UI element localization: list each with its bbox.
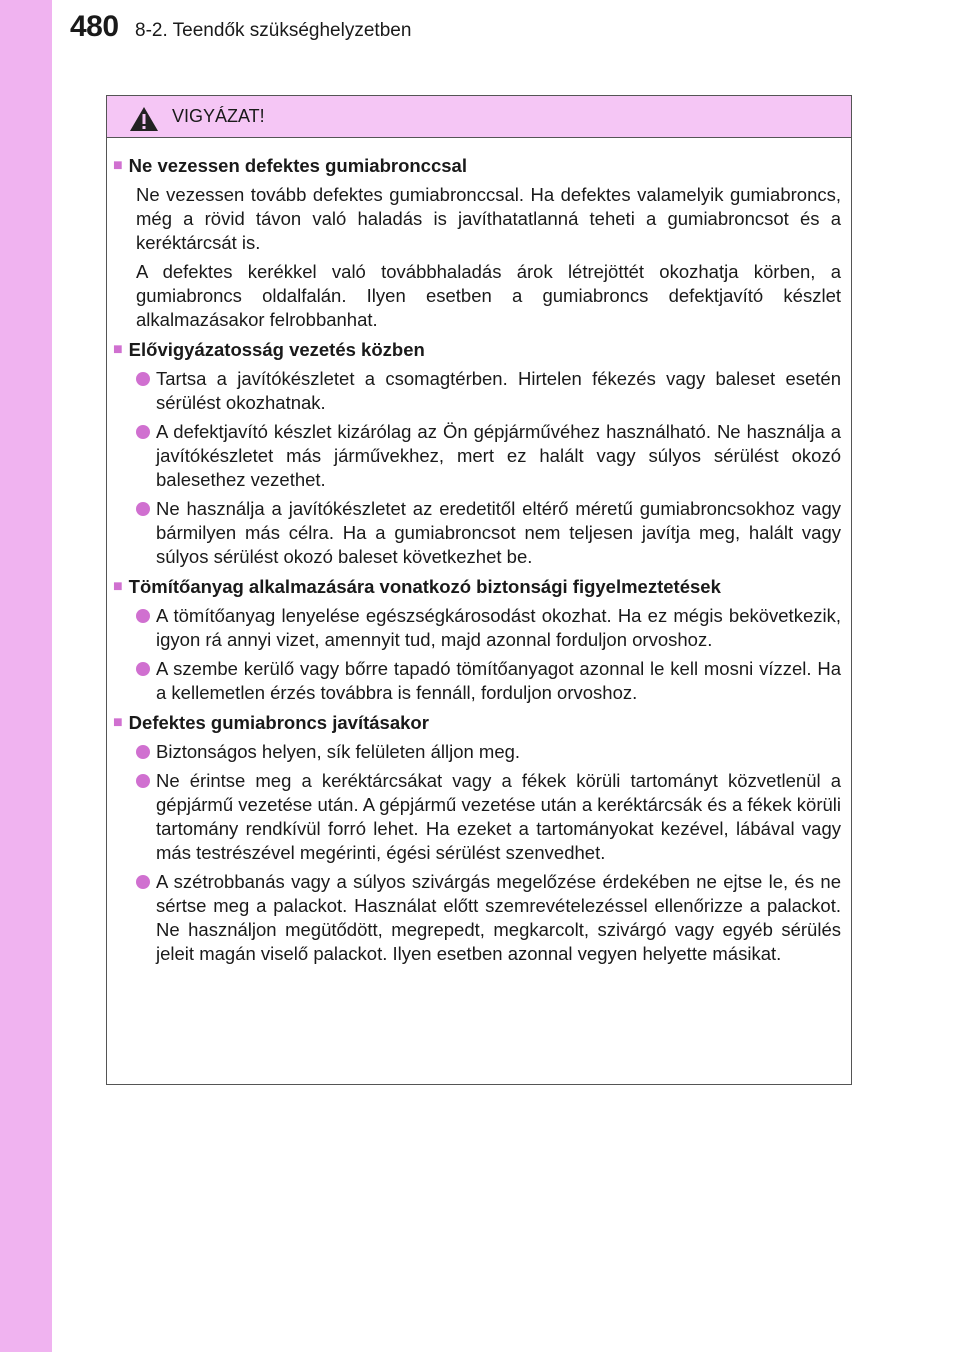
circle-bullet-icon (136, 502, 150, 516)
list-item: Tartsa a javítókészletet a csomagtérben. Hirtelen fékezés vagy baleset esetén sérülést okozhatnak. (136, 367, 841, 415)
section-heading: ■ Defektes gumiabroncs javításakor (113, 712, 429, 733)
section-heading: ■ Elővigyázatosság vezetés közben (113, 339, 425, 360)
circle-bullet-icon (136, 774, 150, 788)
list-item: A szétrobbanás vagy a súlyos szivárgás megelőzése érdekében ne ejtse le, és ne sértse meg a palackot. Használat előtt szemrevételezéssel ellenőrizze a palackot. Ne használjon megütődött, megrepedt, megkarcolt, szivárgó vagy egyéb sérülés jeleit magán viselő palackot. Ilyen esetben azonnal vegyen helyette másikat. (136, 870, 841, 966)
warning-triangle-icon (129, 106, 159, 132)
list-item: A tömítőanyag lenyelése egészségkárosodást okozhat. Ha ez mégis bekövetkezik, igyon rá annyi vizet, amennyit tud, majd azonnal forduljon orvoshoz. (136, 604, 841, 652)
circle-bullet-icon (136, 425, 150, 439)
square-bullet-icon: ■ (113, 578, 123, 595)
circle-bullet-icon (136, 372, 150, 386)
circle-bullet-icon (136, 745, 150, 759)
section-heading: ■ Ne vezessen defektes gumiabronccsal (113, 155, 467, 176)
paragraph: A defektes kerékkel való továbbhaladás árok létrejöttét okozhatja körben, a gumiabroncs oldalfalán. Ilyen esetben a gumiabroncs defektjavító készlet alkalmazásakor felrobbanhat. (136, 261, 841, 330)
list-item: Ne érintse meg a keréktárcsákat vagy a fékek körüli tartományt közvetlenül a gépjármű vezetése után. A gépjármű vezetése után a keréktárcsák és a fékek körüli tartomány rendkívül forró lehet. Ha ezeket a tartományokat kezével, lábával vagy más testrészével megérinti, égési sérülést szenvedhet. (136, 769, 841, 865)
circle-bullet-icon (136, 609, 150, 623)
circle-bullet-icon (136, 662, 150, 676)
list-item: Ne használja a javítókészletet az eredetitől eltérő méretű gumiabroncsokhoz vagy bármilyen más célra. Ha a gumiabroncsot nem teljesen javítja meg, halált vagy súlyos sérülést okozó baleset következhet be. (136, 497, 841, 569)
caution-header (107, 96, 851, 138)
list-item: A defektjavító készlet kizárólag az Ön gépjárművéhez használható. Ne használja a javítókészletet más járművekhez, mert ez halált vagy súlyos sérülést okozó balesethez vezethet. (136, 420, 841, 492)
section-heading: ■ Tömítőanyag alkalmazására vonatkozó biztonsági figyelmeztetések (113, 576, 721, 597)
square-bullet-icon: ■ (113, 341, 123, 358)
side-color-strip (0, 0, 52, 1352)
page-number: 480 (70, 10, 119, 43)
caution-title: VIGYÁZAT! (172, 106, 265, 126)
caution-content (107, 138, 851, 966)
caution-box (106, 95, 852, 1085)
circle-bullet-icon (136, 875, 150, 889)
chapter-header: 8-2. Teendők szükséghelyzetben (135, 20, 412, 41)
square-bullet-icon: ■ (113, 157, 123, 174)
list-item: Biztonságos helyen, sík felületen álljon meg. (136, 740, 841, 764)
list-item: A szembe kerülő vagy bőrre tapadó tömítőanyagot azonnal le kell mosni vízzel. Ha a kellemetlen érzés továbbra is fennáll, forduljon orvoshoz. (136, 657, 841, 705)
square-bullet-icon: ■ (113, 714, 123, 731)
paragraph: Ne vezessen tovább defektes gumiabronccsal. Ha defektes valamelyik gumiabroncs, még a rövid távon való haladás is javíthatatlanná teheti a gumiabroncsot és a keréktárcsát is. (136, 184, 841, 253)
